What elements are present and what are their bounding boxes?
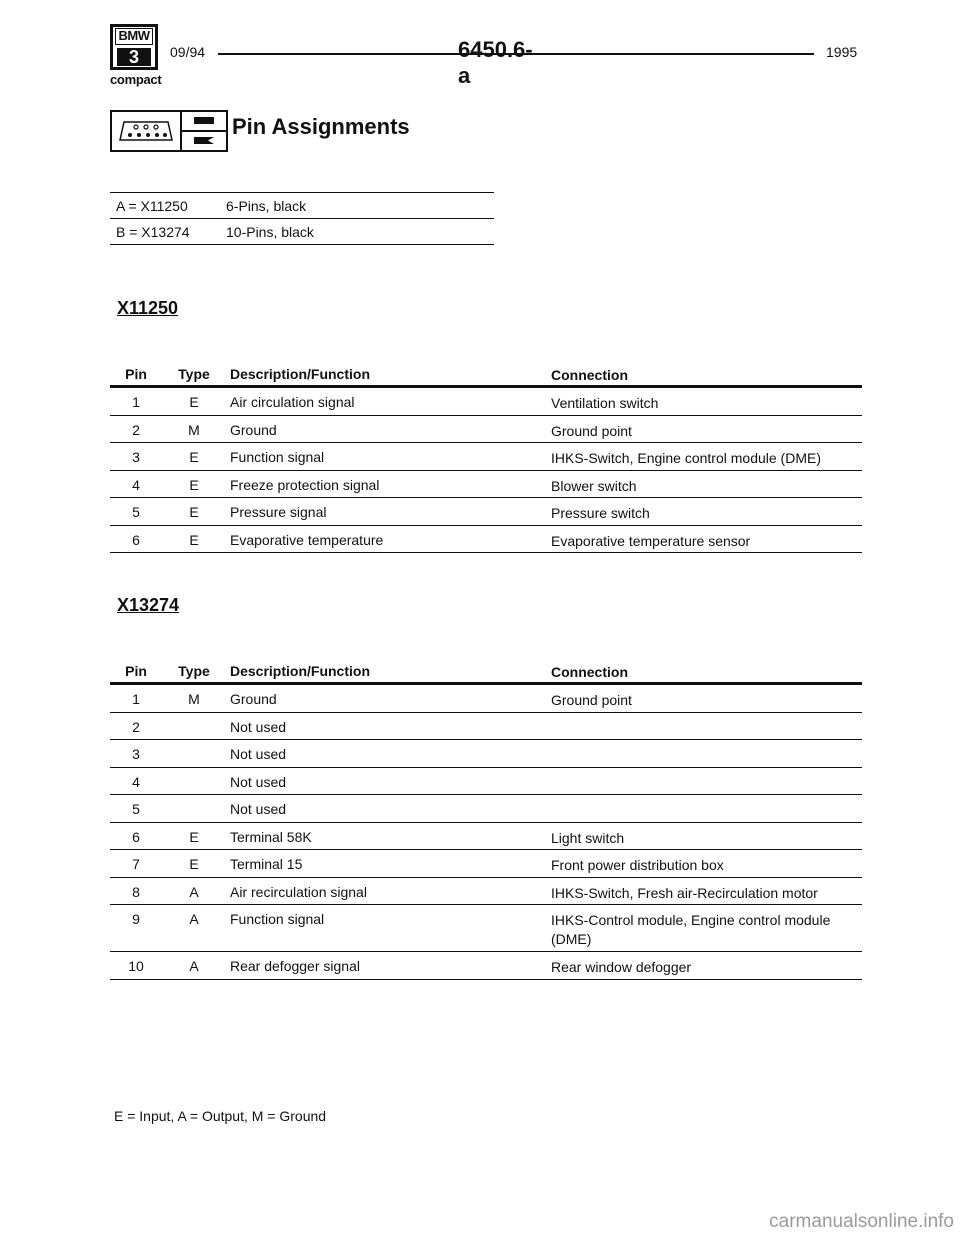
col-pin-header: Pin: [125, 366, 147, 382]
header-rule-right: [544, 53, 814, 55]
male-pin-icon: [194, 117, 214, 124]
table-row: [110, 443, 862, 471]
type-cell: E: [189, 394, 199, 410]
pin-cell: 6: [132, 531, 140, 548]
desc-cell: Not used: [230, 801, 287, 817]
pin-cell: 8: [132, 883, 140, 900]
pin-table-x11250: [110, 364, 862, 553]
logo-brand: BMW: [115, 28, 153, 45]
document-code: 6450.6-a: [458, 37, 533, 88]
col-conn-header: Connection: [551, 664, 628, 680]
pin-cell: 5: [132, 801, 140, 817]
col-desc-header: Description/Function: [230, 663, 370, 679]
table-row: [110, 823, 862, 851]
connector-summary-table: [110, 192, 494, 245]
col-type-header: Type: [178, 663, 210, 679]
type-cell: M: [188, 421, 200, 438]
page-header: [110, 24, 862, 88]
conn-cell: Ground point: [551, 692, 632, 708]
col-desc-header: Description/Function: [230, 366, 370, 382]
type-cell: E: [189, 476, 199, 493]
bmw-3-logo: [110, 24, 158, 70]
desc-cell: Pressure signal: [230, 504, 327, 520]
type-cell: E: [189, 531, 199, 548]
type-legend: E = Input, A = Output, M = Ground: [114, 1108, 327, 1124]
desc-cell: Not used: [230, 718, 287, 735]
table-row: [110, 685, 862, 713]
connector-desc: 10-Pins, black: [226, 224, 314, 240]
connector-heading-x11250: X11250: [117, 298, 179, 318]
desc-cell: Ground: [230, 691, 277, 707]
conn-cell: IHKS-Switch, Fresh air-Recirculation motor: [551, 884, 818, 901]
table-row: [110, 713, 862, 741]
table-row: [110, 416, 862, 444]
conn-cell: Ventilation switch: [551, 395, 659, 411]
pin-cell: 7: [132, 856, 140, 872]
conn-cell: Pressure switch: [551, 505, 650, 521]
pin-cell: 4: [132, 476, 140, 493]
pin-cell: 3: [132, 746, 140, 762]
pin-cell: 4: [132, 773, 140, 790]
pin-cell: 1: [132, 394, 140, 410]
pin-cell: 9: [132, 911, 140, 927]
col-conn-header: Connection: [551, 367, 628, 383]
table-row: [110, 388, 862, 416]
desc-cell: Terminal 15: [230, 856, 303, 872]
conn-cell: Rear window defogger: [551, 959, 692, 975]
pin-cell: 5: [132, 504, 140, 520]
female-socket-icon: [194, 137, 214, 144]
desc-cell: Air circulation signal: [230, 394, 355, 410]
table-row: [110, 878, 862, 906]
type-cell: A: [189, 911, 199, 927]
conn-cell: Front power distribution box: [551, 857, 724, 873]
col-pin-header: Pin: [125, 663, 147, 679]
connector-desc: 6-Pins, black: [226, 198, 307, 214]
desc-cell: Function signal: [230, 449, 325, 465]
desc-cell: Evaporative temperature: [230, 531, 384, 548]
conn-cell: IHKS-Control module, Engine control module (DME): [551, 912, 831, 947]
pin-cell: 2: [132, 421, 140, 438]
type-cell: E: [189, 449, 199, 465]
table-row: [110, 905, 862, 952]
type-cell: A: [189, 883, 199, 900]
pin-cell: 1: [132, 691, 140, 707]
table-row: [110, 740, 862, 768]
header-year: 1995: [826, 44, 858, 60]
logo-subtitle: compact: [110, 72, 162, 87]
pin-cell: 6: [132, 828, 140, 845]
connector-heading-x13274: X13274: [117, 595, 180, 615]
desc-cell: Ground: [230, 421, 277, 438]
table-row: [110, 952, 862, 980]
table-header: [110, 364, 862, 388]
summary-row: [110, 193, 494, 219]
pin-plug-icon: [182, 112, 226, 150]
pin-table-x13274: [110, 661, 862, 980]
logo-series: 3: [117, 48, 151, 66]
table-row: [110, 850, 862, 878]
conn-cell: IHKS-Switch, Engine control module (DME): [551, 450, 821, 466]
connector-id: B = X13274: [116, 224, 190, 240]
table-row: [110, 768, 862, 796]
table-row: [110, 795, 862, 823]
desc-cell: Terminal 58K: [230, 828, 312, 845]
desc-cell: Not used: [230, 746, 287, 762]
desc-cell: Function signal: [230, 911, 325, 927]
icon-divider: [182, 130, 226, 132]
type-cell: E: [189, 504, 199, 520]
desc-cell: Air recirculation signal: [230, 883, 367, 900]
conn-cell: Evaporative temperature sensor: [551, 532, 751, 549]
watermark: carmanualsonline.info: [769, 1211, 954, 1232]
page-title: Pin Assignments: [232, 114, 410, 139]
table-row: [110, 498, 862, 526]
title-icon-box: [110, 110, 228, 152]
table-row: [110, 471, 862, 499]
type-cell: E: [189, 856, 199, 872]
desc-cell: Rear defogger signal: [230, 958, 360, 974]
table-row: [110, 526, 862, 554]
table-header: [110, 661, 862, 685]
header-date: 09/94: [170, 44, 206, 60]
desc-cell: Not used: [230, 773, 287, 790]
connector-id: A = X11250: [116, 198, 188, 214]
type-cell: E: [189, 828, 199, 845]
pin-cell: 10: [128, 958, 144, 974]
pin-cell: 3: [132, 449, 140, 465]
summary-row: [110, 219, 494, 245]
col-type-header: Type: [178, 366, 210, 382]
type-cell: M: [188, 691, 200, 707]
desc-cell: Freeze protection signal: [230, 476, 380, 493]
connector-icon: [112, 112, 182, 150]
conn-cell: Ground point: [551, 422, 632, 439]
conn-cell: Light switch: [551, 829, 625, 846]
pin-cell: 2: [132, 718, 140, 735]
type-cell: A: [189, 958, 199, 974]
conn-cell: Blower switch: [551, 477, 637, 494]
